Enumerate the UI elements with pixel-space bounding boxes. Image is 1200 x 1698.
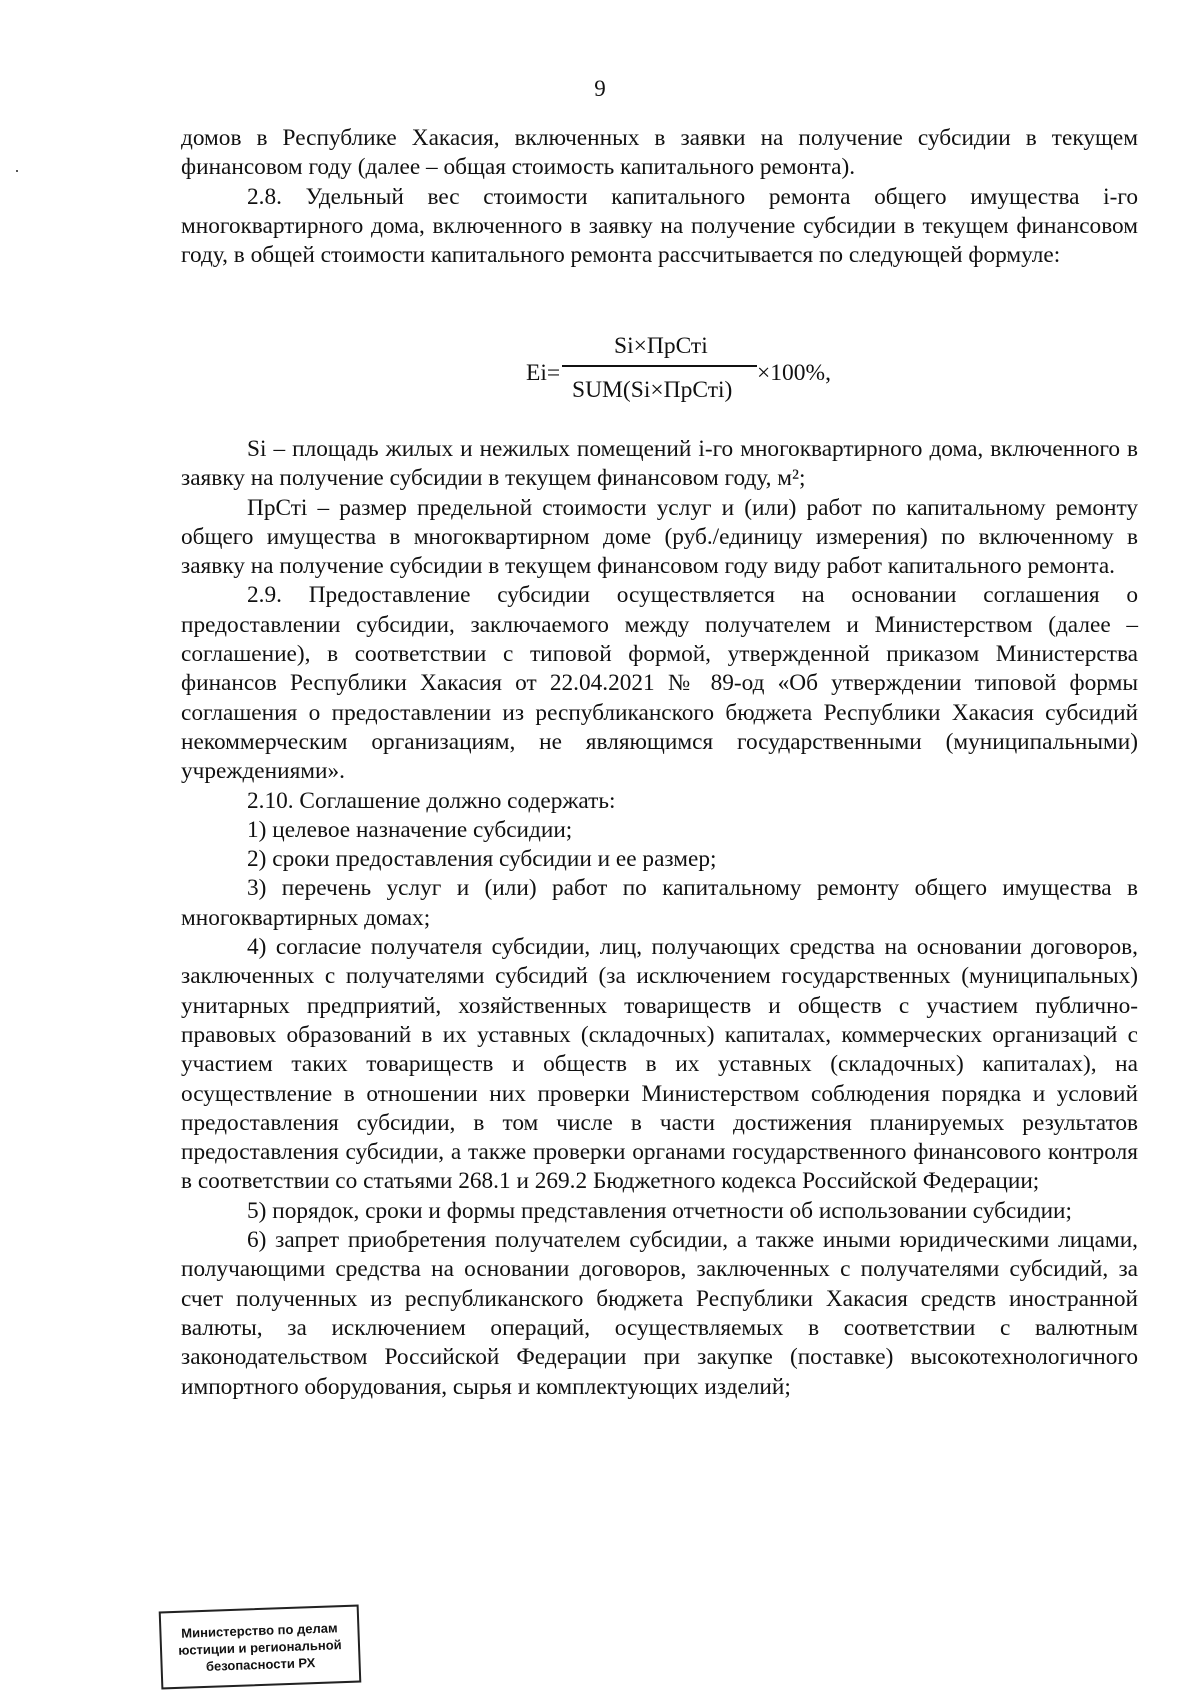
paragraph: 2.9. Предоставление субсидии осуществляется на основании соглашения о предоставлении субсидии, заключаемого между получателем и Министерством (далее – соглашение), в соответствии с типовой формой, утвержденной приказом Министерства финансов Республики Хакасия от 22.04.2021 № 89-од «Об утверждении типовой формы соглашения о предоставлении из республиканского бюджета Республики Хакасия субсидий некоммерческим организациям, не являющимся государственными (муниципальными) учреждениями».: [181, 582, 1138, 785]
stamp-line: Министерство по делам: [181, 1620, 338, 1641]
stamp-line: юстиции и региональной: [178, 1637, 342, 1658]
paragraph: 5) порядок, сроки и формы представления отчетности об использовании субсидии;: [247, 1197, 1072, 1224]
paragraph: 4) согласие получателя субсидии, лиц, получающих средства на основании договоров, заключенных с получателями субсидий (за исключением государственных (муниципальных) унитарных предприятий, хозяйственных товариществ и обществ с участием публично-правовых образований в их уставных (складочных) капиталах, коммерческих организаций с участием таких товариществ и обществ в их уставных (складочных) капиталах), на осуществление в отношении них проверки Министерством соблюдения порядка и условий предоставления субсидии, в том числе в части достижения планируемых результатов предоставления субсидии, а также проверки органами государственного финансового контроля в соответствии со статьями 268.1 и 269.2 Бюджетного кодекса Российской Федерации;: [181, 934, 1138, 1195]
paragraph: 1) целевое назначение субсидии;: [247, 816, 573, 843]
paragraph: домов в Республике Хакасия, включенных в заявки на получение субсидии в текущем финансовом году (далее – общая стоимость капитального ремонта).: [181, 125, 1138, 181]
stamp-line: безопасности РХ: [205, 1655, 316, 1674]
paragraph: 2.10. Соглашение должно содержать:: [247, 787, 616, 814]
paragraph: Si – площадь жилых и нежилых помещений i-го многоквартирного дома, включенного в заявку на получение субсидии в текущем финансовом году, м²;: [181, 436, 1138, 492]
paragraph: ПрСті – размер предельной стоимости услуг и (или) работ по капитальному ремонту общего имущества в многоквартирном доме (руб./единицу измерения) по включенному в заявку на получение субсидии в текущем финансовом году виду работ капитального ремонта.: [181, 494, 1138, 580]
text-block-top: [181, 124, 1138, 270]
formula-lhs: Ei=: [526, 360, 561, 386]
paragraph: 2) сроки предоставления субсидии и ее размер;: [247, 846, 717, 873]
fraction-bar: [562, 365, 757, 367]
ministry-stamp: [159, 1605, 362, 1690]
formula-rhs: ×100%,: [757, 360, 831, 386]
scan-speck: [16, 170, 18, 172]
formula-denominator: SUM(Si×ПрСті): [572, 377, 733, 403]
paragraph: 2.8. Удельный вес стоимости капитального ремонта общего имущества i-го многоквартирного дома, включенного в заявку на получение субсидии в текущем финансовом году, в общей стоимости капитального ремонта рассчитывается по следующей формуле:: [181, 183, 1138, 269]
paragraph: 3) перечень услуг и (или) работ по капитальному ремонту общего имущества в многоквартирных домах;: [181, 875, 1138, 931]
formula: [526, 333, 866, 413]
text-block-bottom: [181, 435, 1138, 1402]
paragraph: 6) запрет приобретения получателем субсидии, а также иными юридическими лицами, получающими средства на основании договоров, заключенных с получателями субсидий, за счет полученных из республиканского бюджета Республики Хакасия средств иностранной валюты, за исключением операций, осуществляемых в соответствии с валютным законодательством Российской Федерации при закупке (поставке) высокотехнологичного импортного оборудования, сырья и комплектующих изделий;: [181, 1227, 1138, 1400]
page-number: 9: [594, 76, 606, 101]
formula-numerator: Si×ПрСті: [614, 333, 708, 359]
